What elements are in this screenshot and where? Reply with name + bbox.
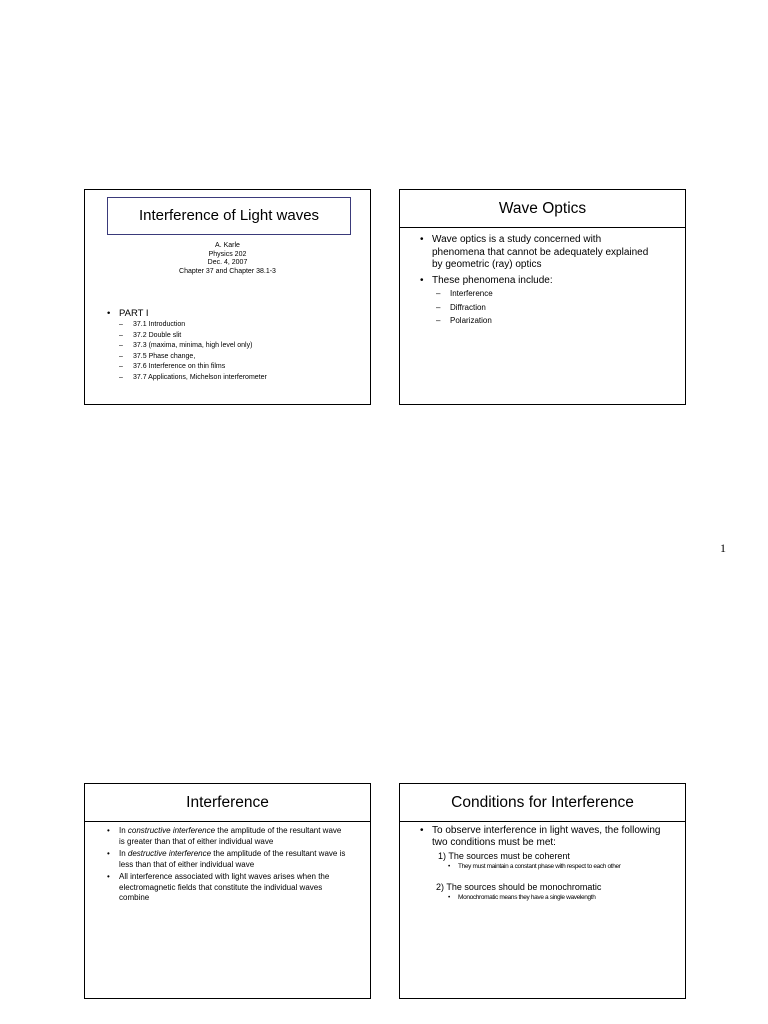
list-item: – 37.6 Interference on thin films	[119, 362, 367, 373]
list-item: • These phenomena include:	[420, 275, 655, 288]
author-name: A. Karle	[215, 242, 240, 249]
page-number: 1	[720, 541, 726, 555]
list-item: – 37.5 Phase change,	[119, 352, 367, 363]
list-item: – 37.7 Applications, Michelson interferometer	[119, 373, 367, 384]
list-item: • In destructive interference the amplitude of the resultant wave is less than that of either individual wave	[107, 849, 347, 870]
term-destructive: destructive interference	[127, 849, 212, 858]
list-item: • They must maintain a constant phase with respect to each other	[448, 863, 673, 871]
bullet-list	[420, 234, 655, 328]
list-item: – 37.2 Double slit	[119, 331, 367, 342]
list-item: – 37.3 (maxima, minima, high level only)	[119, 341, 367, 352]
slide-interference	[84, 783, 371, 999]
list-item: – Diffraction	[436, 301, 655, 315]
condition-1: 1) The sources must be coherent	[438, 851, 570, 861]
slide-interference-of-light-waves	[84, 189, 371, 405]
slide-title: Interference	[85, 784, 370, 822]
chapter-reference: Chapter 37 and Chapter 38.1-3	[179, 267, 276, 275]
list-item: – Interference	[436, 287, 655, 301]
list-item: • Monochromatic means they have a single wavelength	[448, 894, 678, 902]
term-constructive: constructive interference	[127, 826, 216, 835]
slide-title: Conditions for Interference	[400, 784, 685, 822]
bullet-list	[420, 825, 670, 849]
list-item: • Wave optics is a study concerned with phenomena that cannot be adequately explained by geometric (ray) optics	[420, 234, 655, 272]
slide-wave-optics	[399, 189, 686, 405]
list-item: • To observe interference in light waves, the following two conditions must be met:	[420, 825, 670, 849]
slide-title: Interference of Light waves	[107, 197, 351, 235]
list-item: – 37.1 Introduction	[119, 320, 367, 331]
outline-list	[107, 308, 367, 383]
bullet-list	[107, 826, 347, 904]
slide-conditions-for-interference	[399, 783, 686, 999]
list-item: • All interference associated with light waves arises when the electromagnetic fields that constitute the individual waves combine	[107, 872, 347, 904]
part-label: • PART I	[107, 308, 367, 320]
lecture-date: Dec. 4, 2007	[207, 259, 248, 266]
course-name: Physics 202	[208, 250, 247, 258]
list-item: • In constructive interference the amplitude of the resultant wave is greater than that of either individual wave	[107, 826, 347, 847]
list-item: – Polarization	[436, 314, 655, 328]
slide-title: Wave Optics	[400, 190, 685, 228]
author-info	[85, 242, 370, 276]
condition-2: 2) The sources should be monochromatic	[436, 882, 602, 892]
